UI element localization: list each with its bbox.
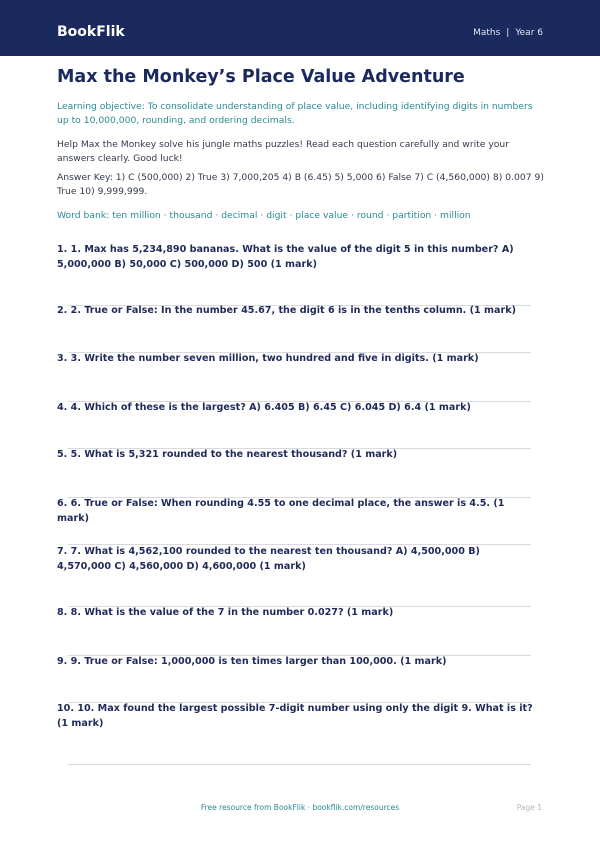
question-7: 7. 7. What is 4,562,100 rounded to the nearest ten thousand? A) 4,500,000 B) 4,570,000 C) 4,560,000 D) 4,600,000 (1 mark) (57, 546, 480, 572)
header-bar (0, 0, 600, 56)
page-number: Page 1 (516, 803, 542, 812)
subject-label: Maths (473, 28, 501, 38)
question-9: 9. 9. True or False: 1,000,000 is ten times larger than 100,000. (1 mark) (57, 656, 447, 667)
question-10: 10. 10. Max found the largest possible 7-digit number using only the digit 9. What is it? (1 mark) (57, 703, 533, 729)
question-8: 8. 8. What is the value of the 7 in the number 0.027? (1 mark) (57, 607, 394, 618)
intro-text: Help Max the Monkey solve his jungle maths puzzles! Read each question carefully and write your answers clearly. Good luck! (57, 139, 509, 164)
header-meta (473, 26, 543, 40)
word-bank: Word bank: ten million · thousand · decimal · digit · place value · round · partition · million (57, 210, 471, 221)
question-6: 6. 6. True or False: When rounding 4.55 to one decimal place, the answer is 4.5. (1 mark) (57, 498, 505, 524)
footer-link[interactable]: Free resource from BookFlik · bookflik.com/resources (200, 803, 400, 812)
page-title: Max the Monkey’s Place Value Adventure (57, 67, 465, 87)
question-4: 4. 4. Which of these is the largest? A) 6.405 B) 6.45 C) 6.045 D) 6.4 (1 mark) (57, 402, 471, 413)
year-label: Year 6 (515, 28, 543, 38)
answer-line-10[interactable] (68, 764, 531, 765)
answer-key: Answer Key: 1) C (500,000) 2) True 3) 7,000,205 4) B (6.45) 5) 5,000 6) False 7) C (4,560,000) 8) 0.007 9) True 10) 9,999,999. (57, 172, 544, 197)
question-3: 3. 3. Write the number seven million, two hundred and five in digits. (1 mark) (57, 353, 479, 364)
question-2: 2. 2. True or False: In the number 45.67, the digit 6 is in the tenths column. (1 mark) (57, 305, 516, 316)
learning-objective: Learning objective: To consolidate understanding of place value, including identifying digits in numbers up to 10,000,000, rounding, and ordering decimals. (57, 101, 533, 126)
question-5: 5. 5. What is 5,321 rounded to the nearest thousand? (1 mark) (57, 449, 398, 460)
brand-logo[interactable]: BookFlik (57, 24, 125, 40)
question-1: 1. 1. Max has 5,234,890 bananas. What is the value of the digit 5 in this number? A) 5,000,000 B) 50,000 C) 500,000 D) 500 (1 mark) (57, 244, 514, 270)
meta-separator: | (506, 28, 510, 38)
